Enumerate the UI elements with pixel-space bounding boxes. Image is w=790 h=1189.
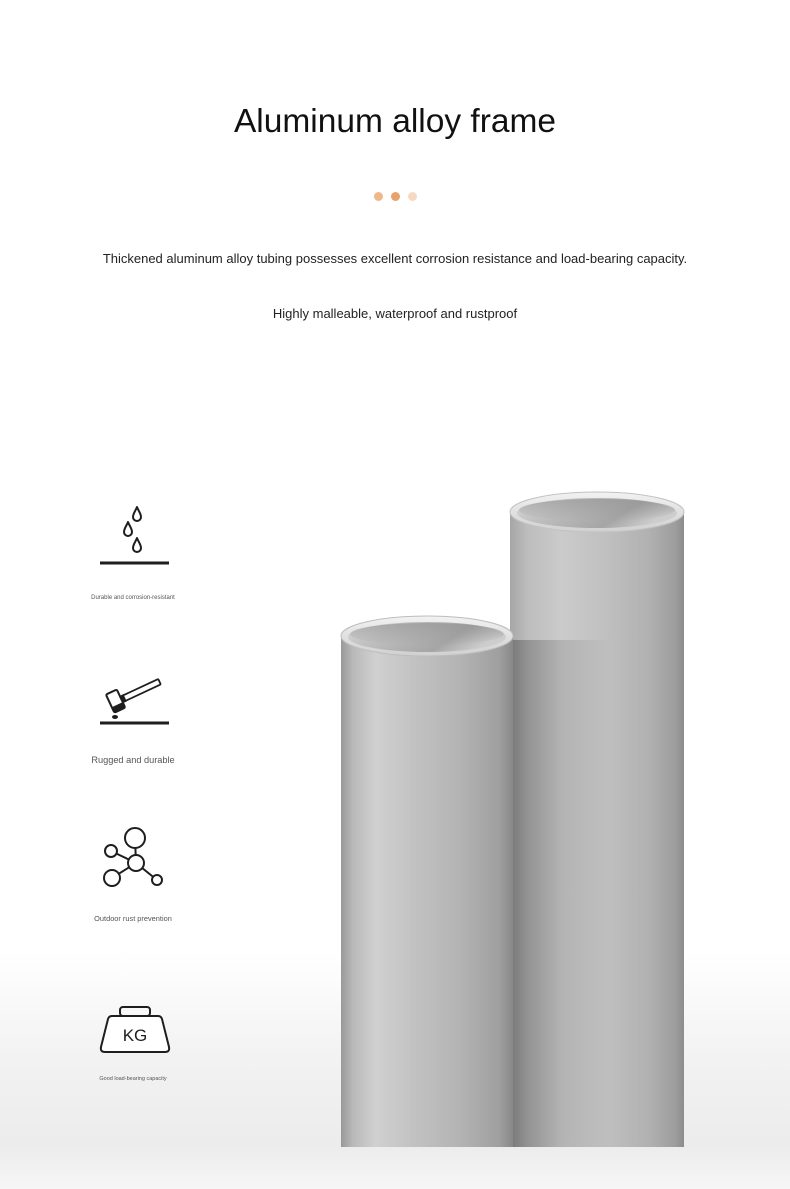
accent-dot <box>408 192 417 201</box>
short-tube-inner-wall <box>350 623 504 645</box>
accent-dot <box>374 192 383 201</box>
accent-dot <box>391 192 400 201</box>
short-tube-body <box>341 636 513 1147</box>
water-drop <box>124 522 132 536</box>
weight-handle <box>120 1007 150 1016</box>
tall-tube-inner-wall <box>519 499 675 521</box>
water-drop <box>133 538 141 552</box>
tall-tube-shadow <box>510 640 610 1147</box>
feature-item-rust-prevention <box>73 820 193 930</box>
feature-item-rugged <box>73 670 193 770</box>
feature-item-load-bearing <box>73 1000 193 1090</box>
page-title: Aluminum alloy frame <box>233 103 557 140</box>
weight-kg-text: KG <box>122 1026 148 1045</box>
water-drops-icon <box>95 500 175 570</box>
hammer-icon <box>95 670 175 730</box>
molecule-atom <box>125 828 145 848</box>
feature-label: Rugged and durable <box>91 755 175 765</box>
impact-mark <box>112 715 118 719</box>
molecule-icon <box>95 820 175 895</box>
description-line: Highly malleable, waterproof and rustproof <box>272 306 518 321</box>
molecule-atom <box>152 875 162 885</box>
feature-item-corrosion-resistant <box>73 500 193 610</box>
feature-label: Outdoor rust prevention <box>94 914 172 923</box>
accent-dots <box>374 192 418 202</box>
molecule-atom <box>128 855 144 871</box>
molecule-atom <box>104 870 120 886</box>
aluminum-tubes-image <box>330 480 700 1160</box>
hammer-handle <box>122 679 161 701</box>
molecule-atom <box>105 845 117 857</box>
feature-label: Good load-bearing capacity <box>99 1076 167 1082</box>
water-drop <box>133 507 141 521</box>
description-line: Thickened aluminum alloy tubing possesses excellent corrosion resistance and load-bearing capacity. <box>102 251 688 266</box>
kg-weight-icon <box>95 1000 175 1060</box>
feature-label: Durable and corrosion-resistant <box>91 595 175 601</box>
